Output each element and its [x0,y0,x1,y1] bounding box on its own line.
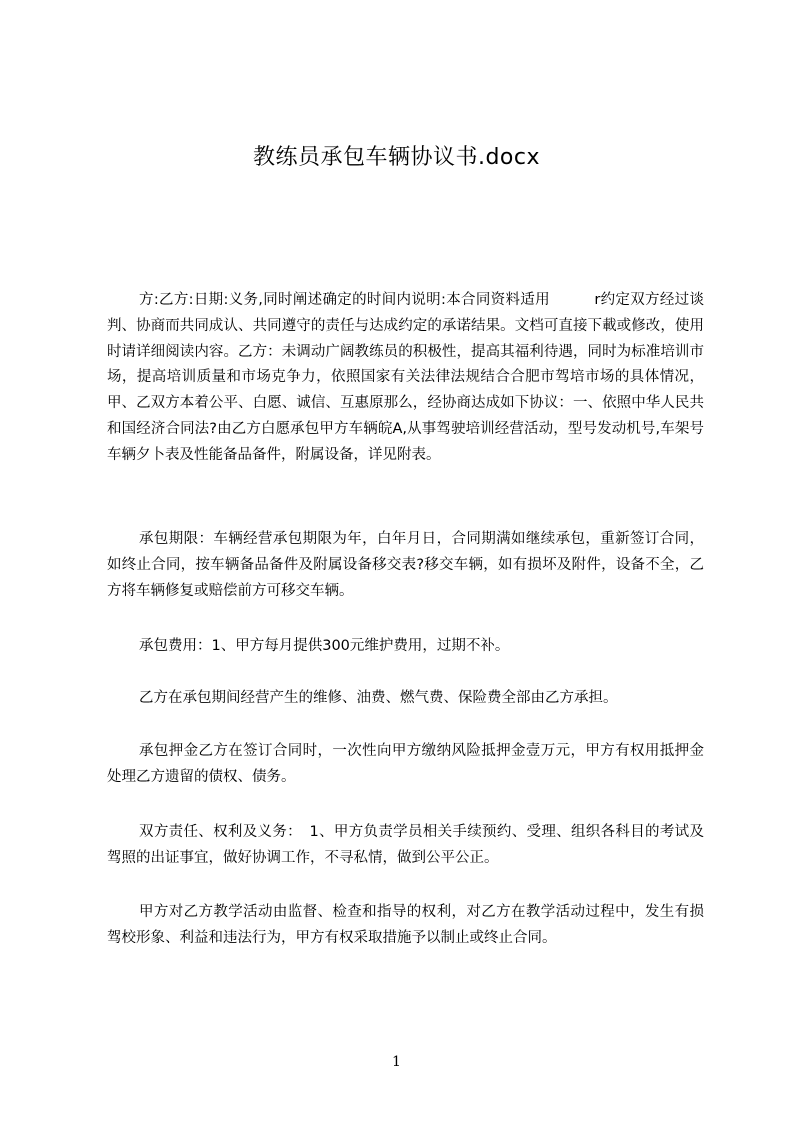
paragraph-supervision: 甲方对乙方教学活动由监督、检查和指导的权利，对乙方在教学活动过程中，发生有损驾校形象、利益和违法行为，甲方有权采取措施予以制止或终止合同。 [107,904,704,946]
document-title: 教练员承包车辆协议书.docx [252,145,541,170]
page-number: 1 [392,1054,401,1070]
paragraph-deposit: 承包押金乙方在签订合同时，一次性向甲方缴纳风险抵押金壹万元，甲方有权用抵押金处理乙方遗留的债权、债务。 [107,743,704,785]
paragraph-fee: 承包费用：1、甲方每月提供300元维护费用，过期不补。 [139,638,510,654]
paragraph-term: 承包期限：车辆经营承包期限为年，白年月日，合同期满如继续承包，重新签订合同，如终止合同，按车辆备品备件及附属设备移交表?移交车辆，如有损坏及附件，设备不全，乙方将车辆修复或赔偿前方可移交车辆。 [107,531,704,599]
paragraph-expenses: 乙方在承包期间经营产生的维修、油费、燃气费、保险费全部由乙方承担。 [139,690,618,706]
paragraph-intro: 方:乙方:日期:义务,同时阐述确定的时间内说明:本合同资料适用 r约定双方经过谈判、协商而共同成认、共同遵守的责任与达成约定的承诺结果。文档可直接下載或修改，使用时请详细阅读内容。乙方：未调动广阔教练员的积极性，提高其福利待遇，同时为标准培训市场，提高培训质量和市场克争力，依照国家有关法律法规结合合肥市驾培市场的具体情况，甲、乙双方本着公平、白愿、诚信、互惠原那么，经协商达成如下协议：一、依照中华人民共和国经济合同法?由乙方白愿承包甲方车辆皖A,从事驾驶培训经营活动，型号发动机号,车架号车辆夕卜表及性能备品备件，附属设备，详见附表。 [107,292,704,463]
paragraph-responsibilities: 双方责任、权利及义务： 1、甲方负责学员相关手续预约、受理、组织各科目的考试及驾照的出证事宜，做好协调工作，不寻私情，做到公平公正。 [107,824,704,866]
